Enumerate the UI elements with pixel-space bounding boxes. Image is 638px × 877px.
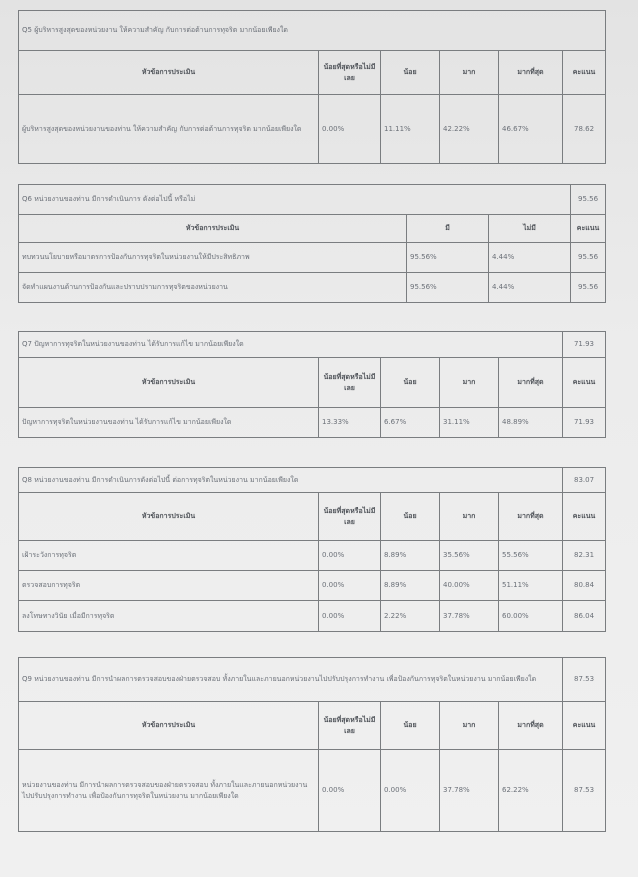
q8-table [18, 467, 606, 632]
q9-header-most: มากที่สุด [499, 702, 563, 750]
row-score: 87.53 [563, 750, 606, 832]
row-score: 80.84 [563, 571, 606, 601]
q8-total-score: 83.07 [563, 468, 606, 493]
row-value: 0.00% [319, 541, 381, 571]
row-value: 95.56% [407, 273, 489, 303]
table-row [19, 750, 606, 832]
row-score: 95.56 [571, 273, 606, 303]
row-value: 0.00% [319, 601, 381, 632]
q7-header-least: น้อยที่สุดหรือไม่มีเลย [319, 358, 381, 408]
row-value: 0.00% [319, 95, 381, 164]
table-row [19, 95, 606, 164]
q8-header-topic: หัวข้อการประเมิน [19, 493, 319, 541]
row-value: 0.00% [319, 750, 381, 832]
q9-total-score: 87.53 [563, 658, 606, 702]
row-label: ผู้บริหารสูงสุดของหน่วยงานของท่าน ให้ความสำคัญ กับการต่อต้านการทุจริต มากน้อยเพียงใด [19, 95, 319, 164]
q8-header-much: มาก [440, 493, 499, 541]
q6-table [18, 184, 606, 303]
row-value: 55.56% [499, 541, 563, 571]
q7-table [18, 331, 606, 438]
row-value: 37.78% [440, 750, 499, 832]
q6-header-yes: มี [407, 215, 489, 243]
q7-header-much: มาก [440, 358, 499, 408]
row-value: 40.00% [440, 571, 499, 601]
q8-header-score: คะแนน [563, 493, 606, 541]
row-value: 31.11% [440, 408, 499, 438]
row-value: 8.89% [381, 571, 440, 601]
row-score: 78.62 [563, 95, 606, 164]
q5-header-little: น้อย [381, 51, 440, 95]
q5-header-topic: หัวข้อการประเมิน [19, 51, 319, 95]
row-label: ปัญหาการทุจริตในหน่วยงานของท่าน ได้รับการแก้ไข มากน้อยเพียงใด [19, 408, 319, 438]
row-value: 42.22% [440, 95, 499, 164]
q8-header-little: น้อย [381, 493, 440, 541]
row-value: 60.00% [499, 601, 563, 632]
row-value: 6.67% [381, 408, 440, 438]
q5-header-most: มากที่สุด [499, 51, 563, 95]
q9-question-title: Q9 หน่วยงานของท่าน มีการนำผลการตรวจสอบของฝ่ายตรวจสอบ ทั้งภายในและภายนอกหน่วยงานไปปรับปรุงการทำงาน เพื่อป้องกันการทุจริตในหน่วยงาน มากน้อยเพียงใด [19, 658, 563, 702]
row-score: 71.93 [563, 408, 606, 438]
q7-header-little: น้อย [381, 358, 440, 408]
q5-header-much: มาก [440, 51, 499, 95]
table-row [19, 541, 606, 571]
row-score: 95.56 [571, 243, 606, 273]
q9-header-topic: หัวข้อการประเมิน [19, 702, 319, 750]
q5-table [18, 10, 606, 164]
row-score: 82.31 [563, 541, 606, 571]
q5-header-least: น้อยที่สุดหรือไม่มีเลย [319, 51, 381, 95]
row-value: 46.67% [499, 95, 563, 164]
table-row [19, 408, 606, 438]
row-value: 2.22% [381, 601, 440, 632]
row-value: 8.89% [381, 541, 440, 571]
row-label: เฝ้าระวังการทุจริต [19, 541, 319, 571]
q5-header-score: คะแนน [563, 51, 606, 95]
row-label: ทบทวนนโยบายหรือมาตรการป้องกันการทุจริตในหน่วยงานให้มีประสิทธิภาพ [19, 243, 407, 273]
q6-header-score: คะแนน [571, 215, 606, 243]
row-value: 35.56% [440, 541, 499, 571]
table-row [19, 243, 606, 273]
row-score: 86.04 [563, 601, 606, 632]
q8-header-least: น้อยที่สุดหรือไม่มีเลย [319, 493, 381, 541]
q7-total-score: 71.93 [563, 332, 606, 358]
table-row [19, 571, 606, 601]
q9-header-much: มาก [440, 702, 499, 750]
q8-header-most: มากที่สุด [499, 493, 563, 541]
row-value: 13.33% [319, 408, 381, 438]
q7-header-most: มากที่สุด [499, 358, 563, 408]
table-row [19, 273, 606, 303]
q7-question-title: Q7 ปัญหาการทุจริตในหน่วยงานของท่าน ได้รับการแก้ไข มากน้อยเพียงใด [19, 332, 563, 358]
q6-header-topic: หัวข้อการประเมิน [19, 215, 407, 243]
row-value: 0.00% [319, 571, 381, 601]
row-value: 0.00% [381, 750, 440, 832]
q6-total-score: 95.56 [571, 185, 606, 215]
row-value: 11.11% [381, 95, 440, 164]
q5-question-title: Q5 ผู้บริหารสูงสุดของหน่วยงาน ให้ความสำคัญ กับการต่อต้านการทุจริต มากน้อยเพียงใด [19, 11, 606, 51]
q7-header-topic: หัวข้อการประเมิน [19, 358, 319, 408]
row-value: 62.22% [499, 750, 563, 832]
row-value: 37.78% [440, 601, 499, 632]
row-label: ลงโทษทางวินัย เมื่อมีการทุจริต [19, 601, 319, 632]
row-label: หน่วยงานของท่าน มีการนำผลการตรวจสอบของฝ่ายตรวจสอบ ทั้งภายในและภายนอกหน่วยงานไปปรับปรุงการทำงาน เพื่อป้องกันการทุจริตในหน่วยงาน มากน้อยเพียงใด [19, 750, 319, 832]
q9-table [18, 657, 606, 832]
q6-question-title: Q6 หน่วยงานของท่าน มีการดำเนินการ ดังต่อไปนี้ หรือไม่ [19, 185, 571, 215]
table-row [19, 601, 606, 632]
q8-question-title: Q8 หน่วยงานของท่าน มีการดำเนินการดังต่อไปนี้ ต่อการทุจริตในหน่วยงาน มากน้อยเพียงใด [19, 468, 563, 493]
row-value: 4.44% [489, 243, 571, 273]
q9-header-least: น้อยที่สุดหรือไม่มีเลย [319, 702, 381, 750]
row-value: 48.89% [499, 408, 563, 438]
row-value: 4.44% [489, 273, 571, 303]
row-label: จัดทำแผนงานด้านการป้องกันและปราบปรามการทุจริตของหน่วยงาน [19, 273, 407, 303]
row-value: 51.11% [499, 571, 563, 601]
q9-header-little: น้อย [381, 702, 440, 750]
q6-header-no: ไม่มี [489, 215, 571, 243]
q7-header-score: คะแนน [563, 358, 606, 408]
row-label: ตรวจสอบการทุจริต [19, 571, 319, 601]
q9-header-score: คะแนน [563, 702, 606, 750]
row-value: 95.56% [407, 243, 489, 273]
